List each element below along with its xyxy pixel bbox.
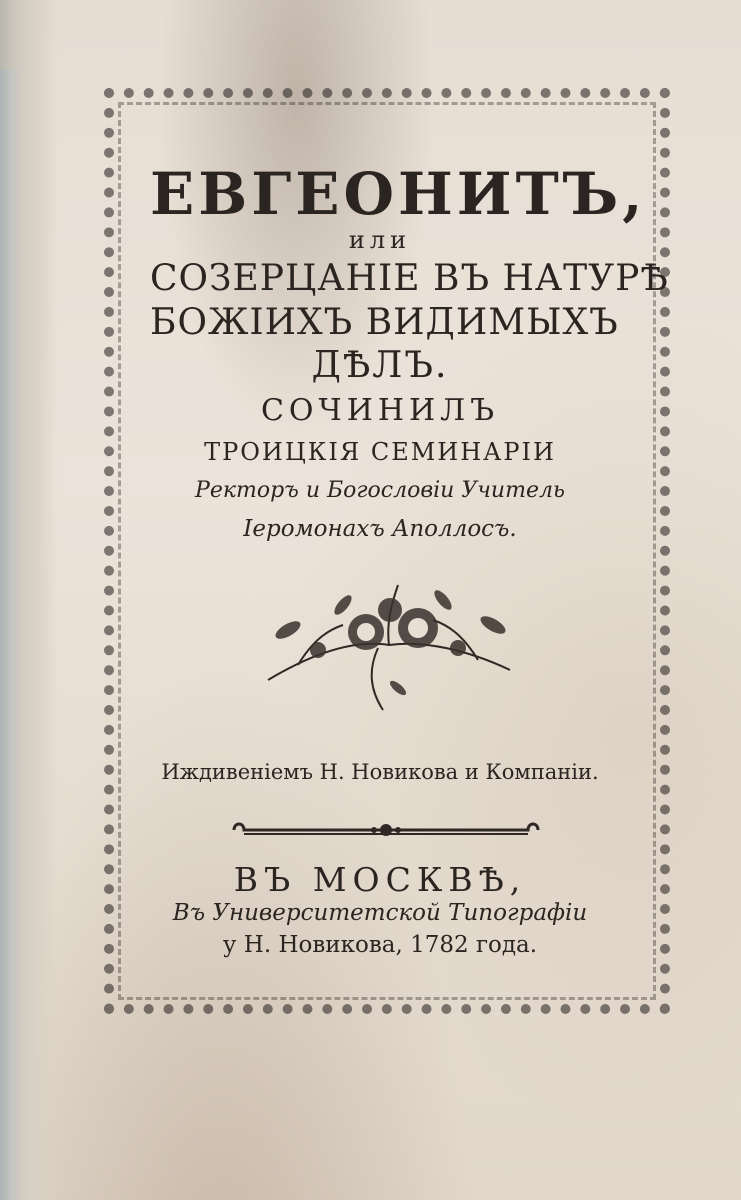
floral-vignette-icon: [258, 570, 520, 720]
ornamental-rule-icon: [224, 818, 548, 842]
imprint-year: у Н. Новикова, 1782 года.: [222, 932, 538, 958]
book-title: ЕВГЕОНИТЪ,: [150, 160, 647, 228]
subtitle-or: или: [348, 226, 412, 254]
spine-paper-strip: [0, 70, 22, 1200]
publisher-line: Иждивеніемъ Н. Новикова и Компаніи.: [161, 760, 599, 784]
author-role: Ректоръ и Богословіи Учитель: [195, 478, 565, 503]
subtitle-line-1: СОЗЕРЦАНІЕ ВЪ НАТУРѢ: [150, 258, 669, 299]
seminary-name: ТРОИЦКІЯ СЕМИНАРІИ: [204, 438, 556, 466]
imprint-city: ВЪ МОСКВѢ,: [233, 860, 527, 899]
subtitle-line-2: БОЖІИХЪ ВИДИМЫХЪ: [150, 302, 619, 343]
composed-by: СОЧИНИЛЪ: [260, 393, 500, 428]
subtitle-line-3: ДѢЛЪ.: [311, 345, 449, 386]
author-name: Іеромонахъ Аполлосъ.: [243, 516, 517, 542]
imprint-printer: Въ Университетской Типографіи: [172, 900, 588, 926]
